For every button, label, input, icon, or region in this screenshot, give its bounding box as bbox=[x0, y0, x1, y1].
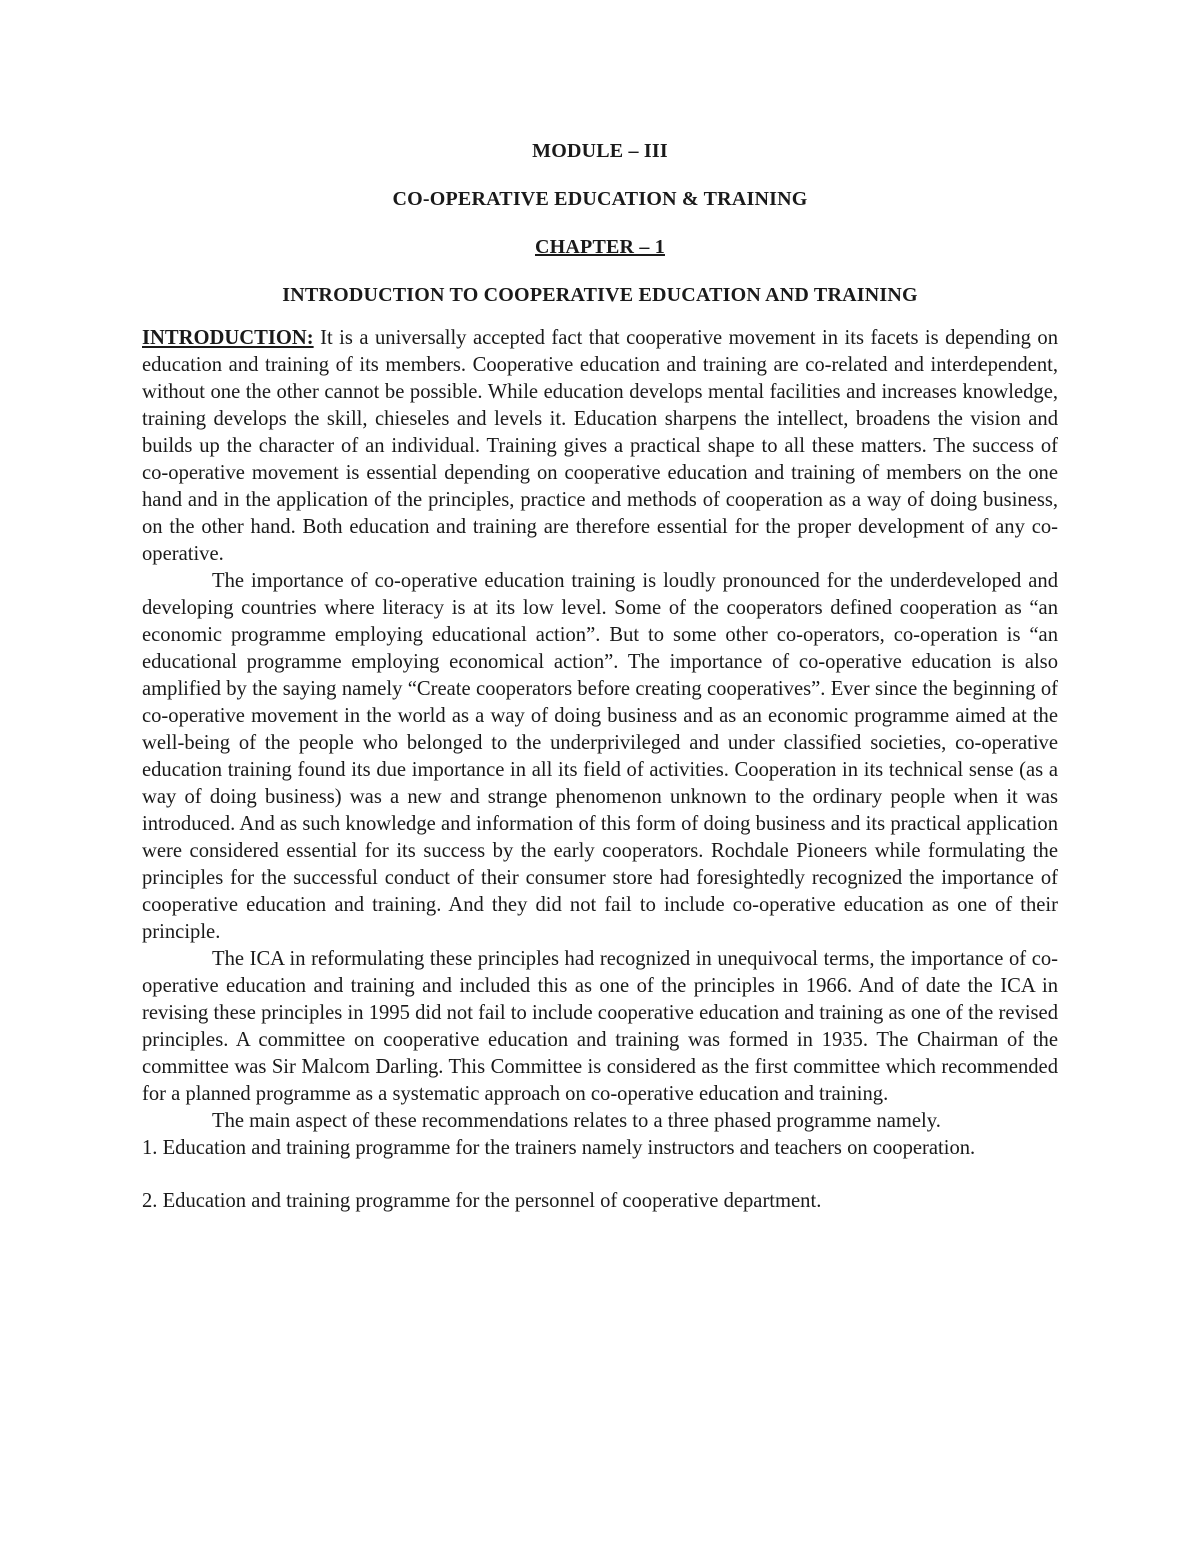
intro-label: INTRODUCTION: bbox=[142, 327, 314, 349]
document-title: CO-OPERATIVE EDUCATION & TRAINING bbox=[392, 188, 808, 210]
section-heading: INTRODUCTION TO COOPERATIVE EDUCATION AND TRAINING bbox=[282, 284, 918, 306]
intro-text: It is a universally accepted fact that cooperative movement in its facets is depending on education and training of its members. Cooperative education and training are co-related and interdependent, without one the other cannot be possible. While education develops mental facilities and increases knowledge, training develops the skill, chieseles and levels it. Education sharpens the intellect, broadens the vision and builds up the character of an individual. Training gives a practical shape to all these matters. The success of co-operative movement is essential depending on cooperative education and training of members on the one hand and in the application of the principles, practice and methods of cooperation as a way of doing business, on the other hand. Both education and training are therefore essential for the proper development of any co- operative. bbox=[142, 327, 1058, 565]
list-item-1: 1. Education and training programme for the trainers namely instructors and teachers on cooperation. bbox=[142, 1137, 976, 1159]
paragraph-ica: The ICA in reformulating these principles had recognized in unequivocal terms, the importance of co-operative education and training and included this as one of the principles in 1966. And of date the ICA in revising these principles in 1995 did not fail to include cooperative education and training as one of the revised principles. A committee on cooperative education and training was formed in 1935. The Chairman of the committee was Sir Malcom Darling. This Committee is considered as the first committee which recommended for a planned programme as a systematic approach on co-operative education and training. bbox=[142, 948, 1058, 1105]
document-page bbox=[142, 138, 1058, 1215]
module-heading: MODULE – III bbox=[532, 140, 668, 162]
chapter-heading-text: CHAPTER – 1 bbox=[535, 236, 665, 258]
list-item-2: 2. Education and training programme for the personnel of cooperative department. bbox=[142, 1190, 822, 1212]
paragraph-recommendations: The main aspect of these recommendations relates to a three phased programme namely. bbox=[212, 1110, 941, 1132]
intro-paragraph bbox=[142, 325, 1058, 568]
paragraph-importance: The importance of co-operative education training is loudly pronounced for the underdeveloped and developing countries where literacy is at its low level. Some of the cooperators defined cooperation as “an economic programme employing educational action”. But to some other co-operators, co-operation is “an educational programme employing economical action”. The importance of co-operative education is also amplified by the saying namely “Create cooperators before creating cooperatives”. Ever since the beginning of co-operative movement in the world as a way of doing business and as an economic programme aimed at the well-being of the people who belonged to the underprivileged and under classified societies, co-operative education training found its due importance in all its field of activities. Cooperation in its technical sense (as a way of doing business) was a new and strange phenomenon unknown to the ordinary people when it was introduced. And as such knowledge and information of this form of doing business and its practical application were considered essential for its success by the early cooperators. Rochdale Pioneers while formulating the principles for the successful conduct of their consumer store had foresightedly recognized the importance of cooperative education and training. And they did not fail to include co-operative education as one of their principle. bbox=[142, 570, 1058, 943]
chapter-heading bbox=[142, 234, 1058, 261]
